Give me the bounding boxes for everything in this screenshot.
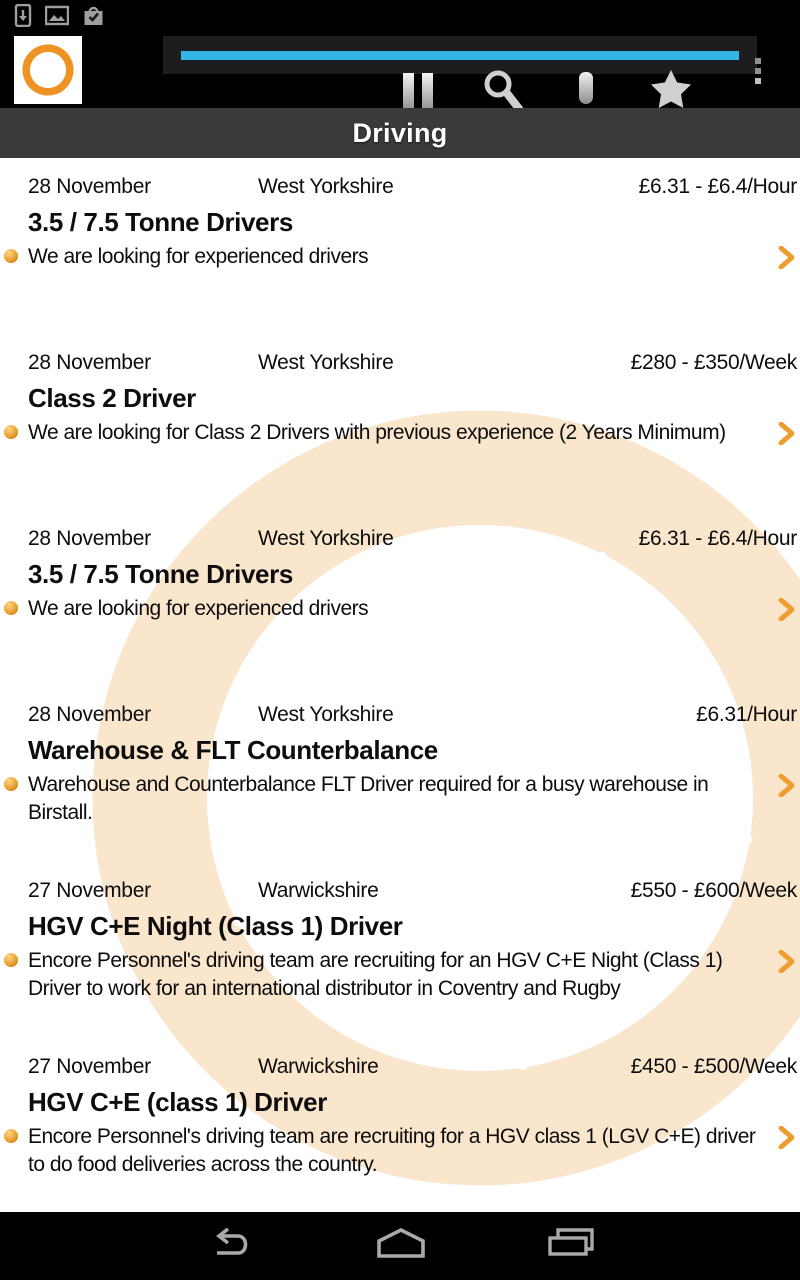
job-description-row [0, 419, 800, 447]
chevron-right-icon [778, 774, 795, 797]
job-date: 28 November [28, 527, 151, 550]
chevron-right-icon [778, 598, 795, 621]
star-icon[interactable] [648, 68, 694, 108]
job-list-item[interactable] [0, 334, 800, 510]
job-title: 3.5 / 7.5 Tonne Drivers [28, 559, 293, 589]
status-bar [0, 0, 800, 30]
job-list-item[interactable] [0, 1038, 800, 1212]
search-icon[interactable] [484, 70, 524, 108]
job-pay: £550 - £600/Week [630, 879, 797, 902]
back-icon[interactable] [208, 1228, 254, 1260]
job-date: 28 November [28, 703, 151, 726]
recents-icon[interactable] [548, 1228, 594, 1258]
job-meta-row [0, 349, 800, 376]
job-title: Warehouse & FLT Counterbalance [28, 735, 438, 765]
job-description: We are looking for experienced drivers [28, 597, 369, 620]
pin-icon[interactable] [579, 72, 593, 104]
job-title: HGV C+E Night (Class 1) Driver [28, 911, 403, 941]
job-description: Warehouse and Counterbalance FLT Driver required for a busy warehouse in Birstall. [28, 773, 709, 824]
pause-icon[interactable] [403, 73, 433, 108]
download-icon [14, 4, 32, 27]
progress-bar [181, 51, 739, 60]
job-list-item[interactable] [0, 510, 800, 686]
bullet-icon [4, 953, 18, 967]
job-meta-row [0, 525, 800, 552]
job-description-row [0, 771, 800, 827]
job-description-row [0, 595, 800, 623]
job-location: Warwickshire [258, 879, 379, 902]
job-title: 3.5 / 7.5 Tonne Drivers [28, 207, 293, 237]
bullet-icon [4, 425, 18, 439]
job-description-row [0, 947, 800, 1003]
job-location: Warwickshire [258, 1055, 379, 1078]
job-description-row [0, 243, 800, 271]
chevron-right-icon [778, 422, 795, 445]
job-meta-row [0, 877, 800, 904]
app-bar [0, 30, 800, 108]
job-pay: £6.31 - £6.4/Hour [638, 527, 797, 550]
image-icon [45, 5, 69, 26]
job-description: We are looking for experienced drivers [28, 245, 369, 268]
job-description-row [0, 1123, 800, 1179]
bullet-icon [4, 249, 18, 263]
chevron-right-icon [778, 246, 795, 269]
job-description: We are looking for Class 2 Drivers with previous experience (2 Years Minimum) [28, 421, 726, 444]
encore-swirl-logo-icon [19, 41, 77, 99]
job-location: West Yorkshire [258, 175, 394, 198]
job-location: West Yorkshire [258, 527, 394, 550]
job-meta-row [0, 1053, 800, 1080]
job-title: Class 2 Driver [28, 383, 196, 413]
bullet-icon [4, 777, 18, 791]
job-list-item[interactable] [0, 686, 800, 862]
job-location: West Yorkshire [258, 703, 394, 726]
job-description: Encore Personnel's driving team are recruiting for an HGV C+E Night (Class 1) Driver to work for an international distributor in Coventry and Rugby [28, 949, 723, 1000]
job-meta-row [0, 173, 800, 200]
job-pay: £6.31 - £6.4/Hour [638, 175, 797, 198]
app-logo-button[interactable] [14, 36, 82, 104]
job-pay: £280 - £350/Week [630, 351, 797, 374]
bullet-icon [4, 601, 18, 615]
job-list [0, 158, 800, 1212]
job-pay: £450 - £500/Week [630, 1055, 797, 1078]
page-title: Driving [0, 108, 800, 158]
system-nav-bar [0, 1212, 800, 1280]
content-area [0, 158, 800, 1212]
job-list-item[interactable] [0, 158, 800, 334]
home-icon[interactable] [377, 1228, 425, 1258]
job-date: 28 November [28, 175, 151, 198]
job-date: 28 November [28, 351, 151, 374]
job-description: Encore Personnel's driving team are recruiting for a HGV class 1 (LGV C+E) driver to do food deliveries across the country. [28, 1125, 756, 1176]
chevron-right-icon [778, 1126, 795, 1149]
job-pay: £6.31/Hour [696, 703, 797, 726]
job-date: 27 November [28, 879, 151, 902]
bullet-icon [4, 1129, 18, 1143]
shopping-bag-check-icon [82, 4, 105, 27]
overflow-menu-icon[interactable] [755, 58, 762, 88]
chevron-right-icon [778, 950, 795, 973]
job-location: West Yorkshire [258, 351, 394, 374]
job-date: 27 November [28, 1055, 151, 1078]
job-list-item[interactable] [0, 862, 800, 1038]
job-title: HGV C+E (class 1) Driver [28, 1087, 327, 1117]
job-meta-row [0, 701, 800, 728]
